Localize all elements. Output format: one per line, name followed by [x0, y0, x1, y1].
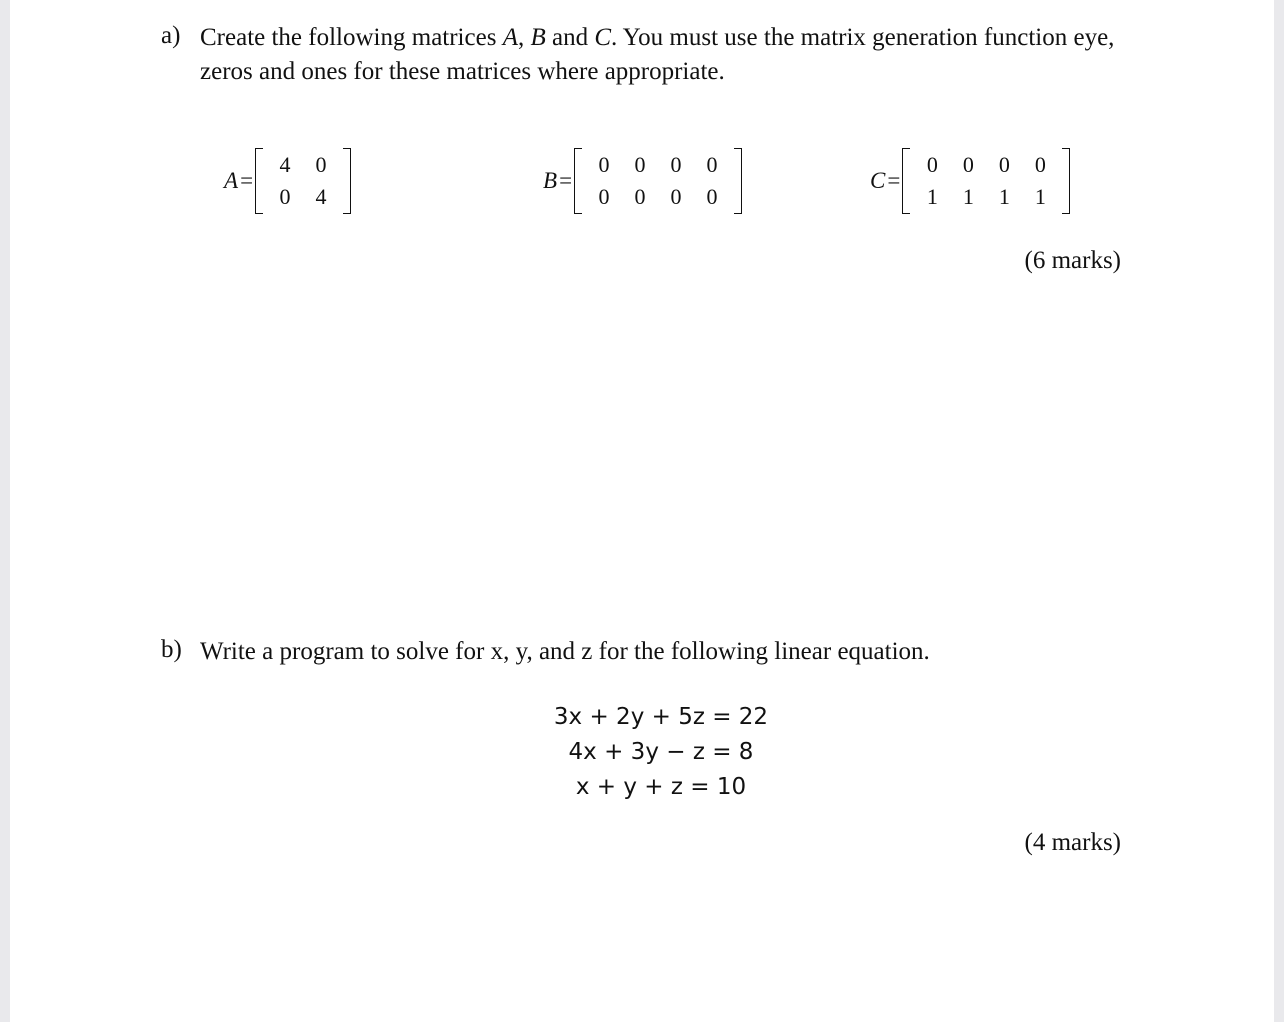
matrix-b-grid [582, 152, 734, 210]
matrix-b-name: B [543, 168, 558, 193]
equation-line: 3x + 2y + 5z = 22 [553, 704, 769, 730]
matrix-cell: 0 [634, 184, 646, 209]
matrix-a-grid [263, 152, 343, 210]
part-b-marks: (4 marks) [1024, 829, 1121, 856]
right-bracket [343, 148, 351, 214]
matrix-b-equals: = [559, 168, 573, 193]
matrix-cell: 0 [598, 152, 610, 177]
matrix-cell: 0 [926, 152, 938, 177]
right-bracket [734, 148, 742, 214]
matrix-a-name: A [224, 168, 239, 193]
part-a-text: Create the following matrices A, B and C. You must use the matrix generation function eye, zeros and ones for these matrices where appropriate. [200, 24, 1115, 85]
matrix-b [543, 148, 742, 214]
matrix-cell: 4 [279, 152, 291, 177]
matrix-cell: 0 [634, 152, 646, 177]
left-bracket [574, 148, 582, 214]
matrix-cell: 0 [962, 152, 974, 177]
part-a-label: a) [161, 22, 181, 49]
matrix-cell: 1 [998, 184, 1010, 209]
matrix-cell: 1 [1034, 184, 1046, 209]
part-b-text: Write a program to solve for x, y, and z for the following linear equation. [200, 638, 930, 665]
matrix-c-grid [910, 152, 1062, 210]
matrix-cell: 0 [706, 152, 718, 177]
part-a-marks: (6 marks) [1024, 247, 1121, 274]
part-b-label: b) [161, 636, 182, 663]
equation-system [546, 700, 776, 805]
right-bracket [1062, 148, 1070, 214]
matrix-cell: 0 [670, 184, 682, 209]
matrix-cell: 0 [279, 184, 291, 209]
matrix-cell: 1 [962, 184, 974, 209]
matrix-cell: 0 [315, 152, 327, 177]
matrix-c [870, 148, 1070, 214]
document-page [10, 0, 1274, 1022]
matrix-cell: 0 [998, 152, 1010, 177]
matrix-a-equals: = [240, 168, 254, 193]
left-bracket [255, 148, 263, 214]
matrix-cell: 4 [315, 184, 327, 209]
equation-line: x + y + z = 10 [575, 774, 747, 800]
left-bracket [902, 148, 910, 214]
equation-line: 4x + 3y − z = 8 [568, 739, 754, 765]
matrix-cell: 0 [670, 152, 682, 177]
matrix-c-equals: = [887, 168, 901, 193]
matrix-cell: 0 [706, 184, 718, 209]
matrix-cell: 0 [1034, 152, 1046, 177]
matrix-cell: 1 [926, 184, 938, 209]
matrix-c-name: C [870, 168, 886, 193]
matrix-cell: 0 [598, 184, 610, 209]
matrix-a [224, 148, 351, 214]
